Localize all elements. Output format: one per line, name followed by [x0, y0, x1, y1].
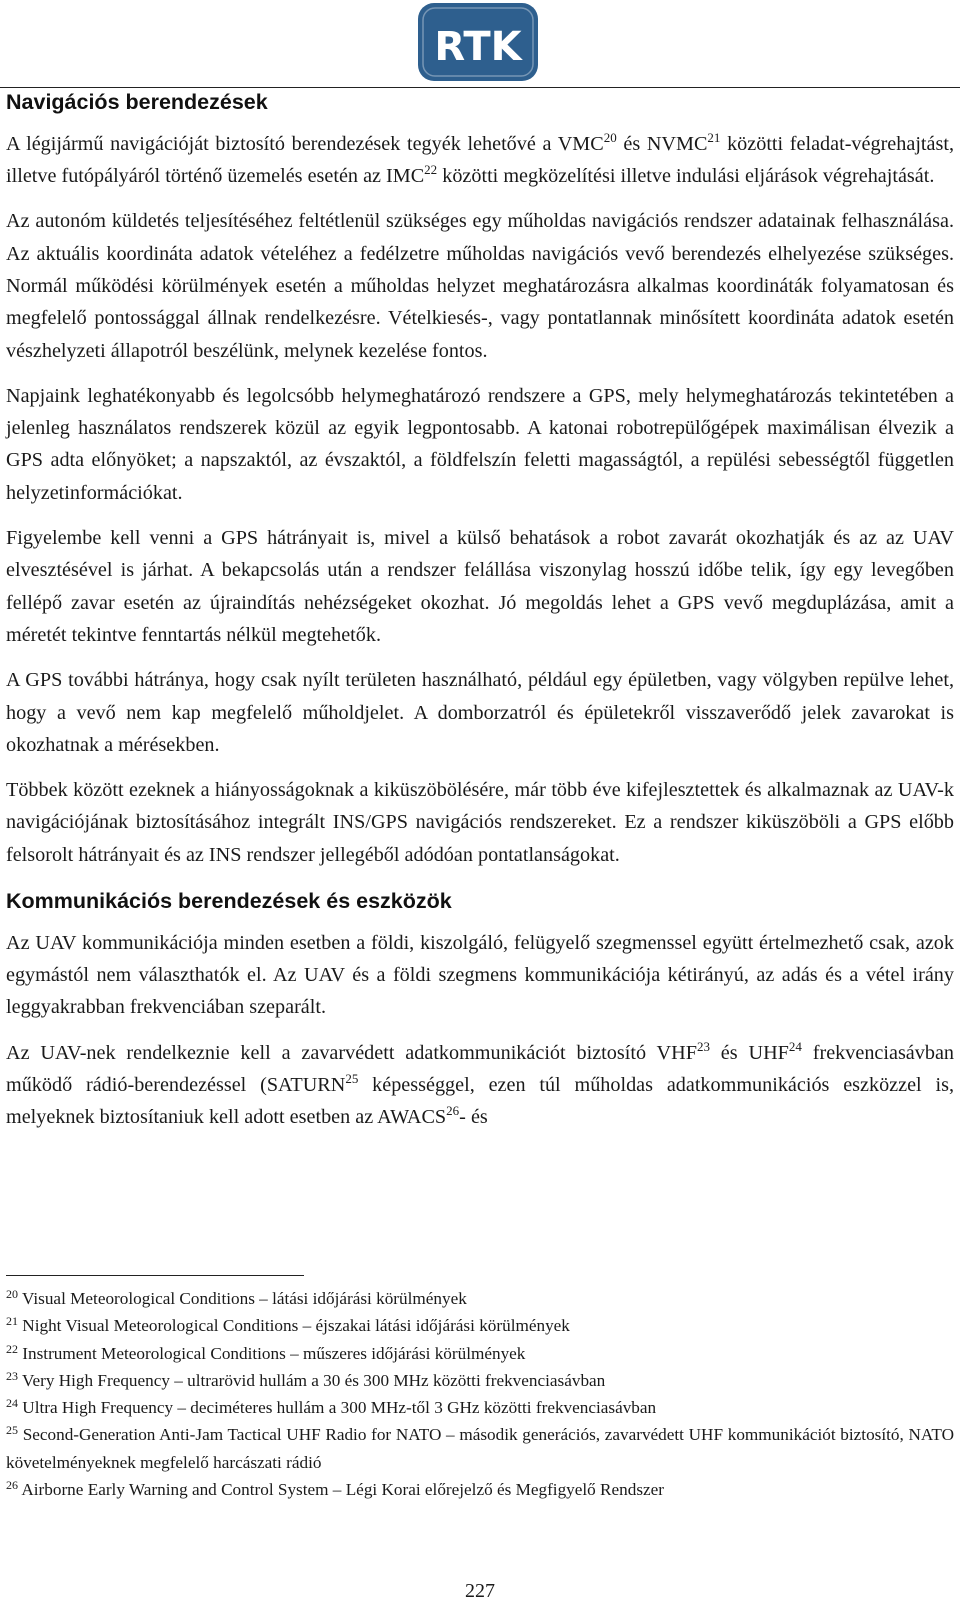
paragraph-6: Többek között ezeknek a hiányosságoknak a kiküszöbölésére, már több éve kifejlesztettek és alkalmaznak az UAV-k navigációjának biztosításához integrált INS/GPS navigációs rendszereket. Ez a rendszer kiküszöböli a GPS előbb felsorolt hátrányait és az INS rendszer jellegéből adódóan pontatlanságokat.	[6, 779, 954, 866]
footnote: $^{23}$ Very High Frequency – ultrarövid hullám a 30 és 300 MHz közötti frekvenciasávban	[6, 1368, 606, 1390]
rtk-logo	[417, 2, 539, 82]
paragraph-7: Az UAV kommunikációja minden esetben a földi, kiszolgáló, felügyelő szegmenssel együtt értelmezhető csak, azok egymástól nem választhatók el. Az UAV és a földi szegmens kommunikációja kétirányú, az adás és a vétel irány leggyakrabban frekvenciában szeparált.	[6, 931, 954, 1019]
footnote: $^{25}$ Second-Generation Anti-Jam Tactical UHF Radio for NATO – második generációs, zavarvédett UHF kommunikációt biztosító, NATO követelményeknek megfelelő harcászati rádió	[6, 1423, 955, 1472]
section-heading-communication: Kommunikációs berendezések és eszközök	[6, 889, 452, 914]
footnote-ref-20: 20	[603, 129, 617, 145]
paragraph-5: A GPS további hátránya, hogy csak nyílt területen használható, például egy épületben, vagy völgyben repülve lehet, hogy a vevő nem kap megfelelő műholdjelet. A domborzatról és épületekről visszaverődő jelek zavarokat is okozhatnak a mérésekben.	[6, 669, 954, 756]
footnote: $^{20}$ Visual Meteorological Conditions – látási időjárási körülmények	[6, 1287, 467, 1308]
section-heading-navigation: Navigációs berendezések	[6, 90, 268, 114]
paragraph-4: Figyelembe kell venni a GPS hátrányait is, mivel a külső behatások a robot zavarát okozhatják és az az UAV elvesztésével is járhat. A bekapcsolás után a rendszer felállása viszonylag hosszú időbe telik, így egy levegőben fellépő zavar esetén az újraindítás nehézségeket okozhat. Jó megoldás lehet a GPS vevő megduplázása, amit a méretét tekintve fenntartás nélkül megtehetők.	[6, 527, 954, 646]
footnote-ref-25: 25	[345, 1071, 359, 1087]
footnote: $^{21}$ Night Visual Meteorological Conditions – éjszakai látási időjárási körülmények	[6, 1314, 570, 1336]
logo-text: RTK	[434, 24, 522, 70]
footnote: $^{26}$ Airborne Early Warning and Control System – Légi Korai előrejelző és Megfigyelő Rendszer	[6, 1478, 665, 1500]
footnote-separator	[6, 1275, 304, 1276]
paragraph-8: Az UAV-nek rendelkeznie kell a zavarvédett adatkommunikációt biztosító VHF$^{23}$ és UHF$^{24}$ frekvenciasávban működő rádió-berendezéssel (SATURN$^{25}$ képességgel, ezen túl műholdas adatkommunikációs eszközzel is, melyeknek biztosítaniuk kell adott esetben az AWACS$^{26}$- és	[6, 1038, 955, 1129]
footnote-ref-23: 23	[696, 1038, 710, 1054]
paragraph-3: Napjaink leghatékonyabb és legolcsóbb helymeghatározó rendszere a GPS, mely helymeghatározás tekintetében a jelenleg használatos rendszerek közül az egyik legpontosabb. A katonai robotrepülőgépek maximálisan élvezik a GPS adta előnyöket; a napszaktól, az évszaktól, a földfelszín feletti magasságtól, a repülési sebességtől független helyzetinformációkat.	[6, 384, 954, 504]
footnote-ref-22: 22	[424, 162, 438, 178]
footnote-ref-24: 24	[788, 1038, 802, 1054]
footnote: $^{24}$ Ultra High Frequency – deciméteres hullám a 300 MHz-től 3 GHz közötti frekvenciasávban	[6, 1396, 657, 1418]
footnotes	[6, 1285, 954, 1503]
main-content	[6, 86, 954, 1134]
footnote-ref-26: 26	[446, 1103, 460, 1119]
page-number: 227	[465, 1580, 495, 1602]
paragraph-1: A légijármű navigációját biztosító berendezések tegyék lehetővé a VMC$^{20}$ és NVMC$^{21}$ közötti feladat-végrehajtást, illetve futópályáról történő üzemelés esetén az IMC$^{22}$ közötti megközelítési illetve indulási eljárások végrehajtását.	[6, 129, 955, 188]
footnote-ref-21: 21	[707, 129, 721, 145]
footnote: $^{22}$ Instrument Meteorological Conditions – műszeres időjárási körülmények	[6, 1341, 526, 1363]
paragraph-2: Az autonóm küldetés teljesítéséhez feltétlenül szükséges egy műholdas navigációs rendszer adatainak felhasználása. Az aktuális koordináta adatok vételéhez a fedélzetre műholdas navigációs vevő berendezés elhelyezése szükséges. Normál működési körülmények esetén a műholdas helyzet meghatározásra alkalmas koordináták folyamatosan és megfelelő pontossággal állnak rendelkezésre. Vételkiesés-, vagy pontatlannak minősített koordináta adatok esetén vészhelyzeti állapotról beszélünk, melynek kezelése fontos.	[6, 210, 954, 362]
